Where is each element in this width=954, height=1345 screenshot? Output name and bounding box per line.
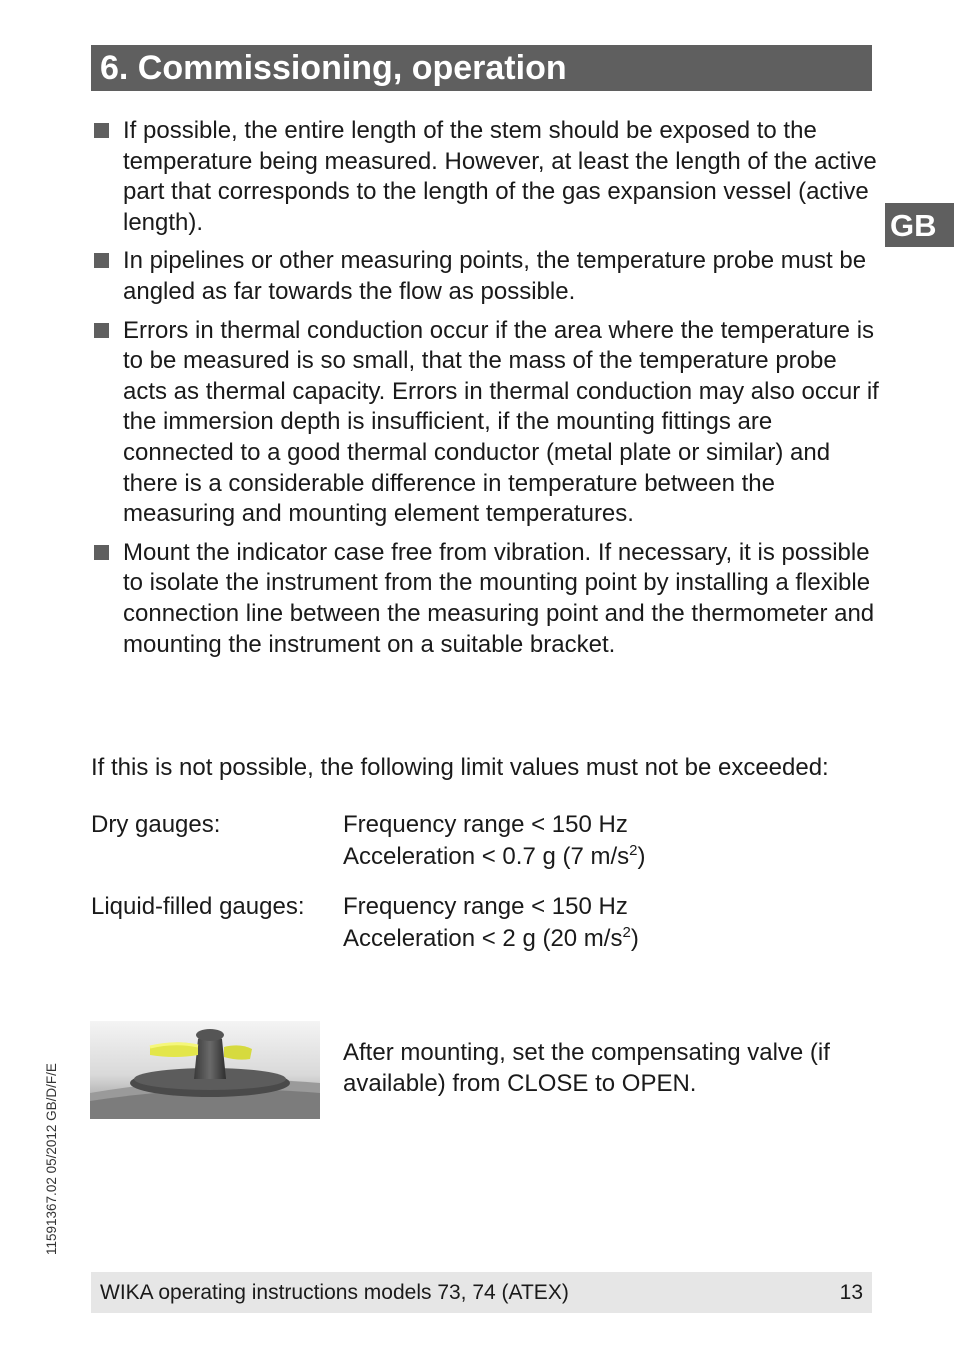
acceleration-limit: Acceleration < 2 g (20 $m/s^2$) xyxy=(343,924,639,952)
limit-intro-text: If this is not possible, the following limit values must not be exceeded: xyxy=(91,754,829,781)
square-bullet-icon xyxy=(94,545,109,560)
list-item xyxy=(91,538,881,660)
language-tab: GB xyxy=(885,203,954,247)
frequency-limit: Frequency range < 150 Hz xyxy=(343,893,628,920)
square-bullet-icon xyxy=(94,323,109,338)
compensating-valve-image xyxy=(90,1021,320,1119)
footer xyxy=(91,1272,872,1313)
document-code: 11591367.02 05/2012 GB/D/F/E xyxy=(44,1063,59,1255)
list-item-text: If possible, the entire length of the stem should be exposed to the temperature being measured. However, at least the length of the active part that corresponds to the length of the gas expansion vessel (active length). xyxy=(123,117,877,236)
page-number: 13 xyxy=(839,1281,863,1304)
square-bullet-icon xyxy=(94,253,109,268)
footer-text: WIKA operating instructions models 73, 74 (ATEX) xyxy=(100,1281,569,1304)
bullet-list xyxy=(91,116,881,668)
list-item-text: Errors in thermal conduction occur if the area where the temperature is to be measured is so small, that the mass of the temperature probe acts as thermal capacity. Errors in thermal conduction may also occur if the immersion depth is insufficient, if the mounting fittings are connected to a good thermal conductor (metal plate or similar) and there is a considerable difference in temperature between the measuring and mounting element temperatures. xyxy=(123,316,879,528)
limit-values xyxy=(343,891,639,955)
square-bullet-icon xyxy=(94,123,109,138)
limit-values xyxy=(343,809,645,873)
section-title: 6. Commissioning, operation xyxy=(100,49,567,87)
list-item xyxy=(91,246,881,307)
valve-instruction: After mounting, set the compensating valve (if available) from CLOSE to OPEN. xyxy=(343,1039,830,1097)
list-item-text: In pipelines or other measuring points, the temperature probe must be angled as far towards the flow as possible. xyxy=(123,247,867,305)
limit-label: Liquid-filled gauges: xyxy=(91,893,305,920)
section-header xyxy=(91,45,872,91)
frequency-limit: Frequency range < 150 Hz xyxy=(343,811,628,838)
limit-label: Dry gauges: xyxy=(91,811,221,838)
acceleration-limit: Acceleration < 0.7 g (7 $m/s^2$) xyxy=(343,842,646,870)
list-item xyxy=(91,116,881,238)
list-item-text: Mount the indicator case free from vibration. If necessary, it is possible to isolate the instrument from the mounting point by installing a flexible connection line between the measuring point and the thermometer and mounting the instrument on a suitable bracket. xyxy=(123,538,875,658)
list-item xyxy=(91,316,881,530)
